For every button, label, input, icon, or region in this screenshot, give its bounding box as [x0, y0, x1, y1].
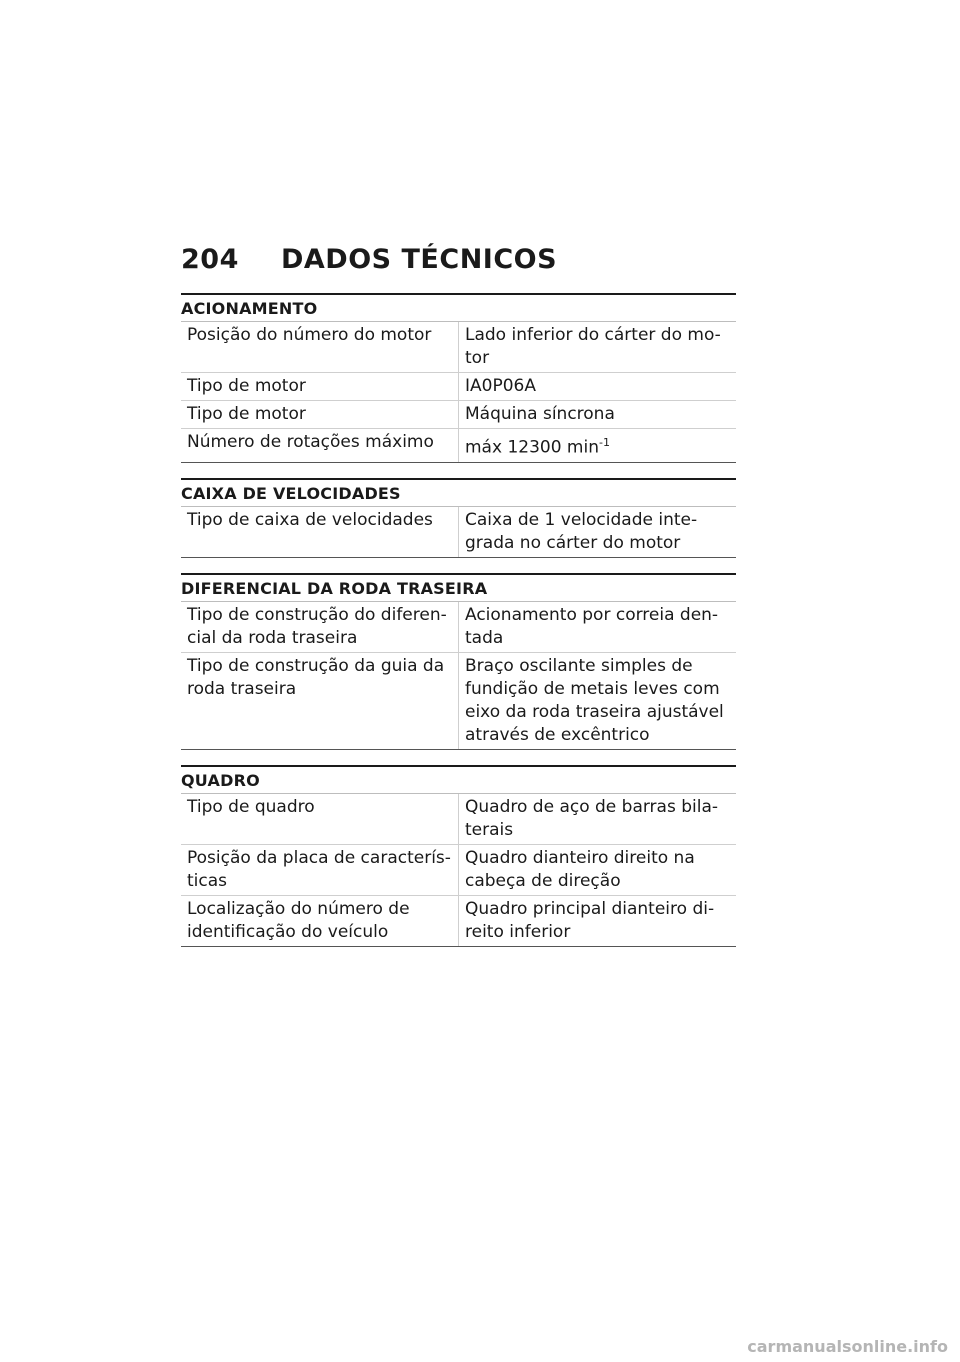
spec-value [459, 794, 737, 845]
spec-value [459, 401, 737, 429]
spec-content [181, 293, 736, 962]
spec-value-text: Quadro dianteiro direito na cabeça de direção [465, 847, 695, 891]
spec-label-text: Tipo de construção do diferen- cial da roda traseira [187, 604, 447, 648]
spec-section [181, 293, 736, 463]
spec-value-text: Acionamento por correia den- tada [465, 604, 719, 648]
spec-section [181, 573, 736, 750]
page-number: 204 [181, 244, 239, 275]
spec-value-text: Máquina síncrona [465, 404, 615, 424]
spec-label-text: Localização do número de identificação do veículo [187, 898, 410, 942]
spec-label [181, 895, 459, 946]
spec-label [181, 602, 459, 653]
section-heading: QUADRO [181, 765, 736, 794]
spec-value [459, 373, 737, 401]
spec-label [181, 373, 459, 401]
table-row [181, 507, 736, 558]
spec-table [181, 322, 736, 463]
spec-section [181, 765, 736, 947]
table-row [181, 373, 736, 401]
spec-label-text: Tipo de motor [187, 376, 306, 396]
table-row [181, 401, 736, 429]
table-row [181, 794, 736, 845]
spec-value-text: Quadro de aço de barras bila- terais [465, 796, 719, 840]
spec-label-text: Tipo de motor [187, 404, 306, 424]
spec-label [181, 322, 459, 373]
spec-value-text: Caixa de 1 velocidade inte- grada no cárter do motor [465, 509, 698, 553]
spec-label [181, 401, 459, 429]
spec-label [181, 652, 459, 749]
spec-value [459, 895, 737, 946]
unit-exponent: -1 [598, 436, 610, 449]
table-row [181, 429, 736, 463]
spec-section [181, 478, 736, 558]
spec-label-text: Tipo de construção da guia da roda traseira [187, 655, 445, 699]
spec-label [181, 507, 459, 558]
spec-label [181, 844, 459, 895]
spec-label [181, 429, 459, 463]
spec-value-text: Lado inferior do cárter do mo- tor [465, 325, 721, 368]
spec-label [181, 794, 459, 845]
spec-label-text: Posição do número do motor [187, 325, 432, 345]
page-title [181, 244, 557, 275]
table-row [181, 602, 736, 653]
section-heading: ACIONAMENTO [181, 293, 736, 322]
watermark: carmanualsonline.info [747, 1337, 948, 1356]
spec-label-text: Número de rotações máximo [187, 432, 434, 452]
spec-table [181, 794, 736, 947]
chapter-title: DADOS TÉCNICOS [281, 244, 558, 275]
spec-table [181, 602, 736, 750]
spec-label-text: Posição da placa de caracterís- ticas [187, 847, 451, 891]
table-row [181, 322, 736, 373]
spec-label-text: Tipo de quadro [187, 796, 315, 817]
spec-value-text: IA0P06A [465, 376, 536, 396]
spec-value [459, 507, 737, 558]
table-row [181, 844, 736, 895]
table-row [181, 895, 736, 946]
section-heading: DIFERENCIAL DA RODA TRASEIRA [181, 573, 736, 602]
spec-value [459, 322, 737, 373]
spec-table [181, 507, 736, 558]
spec-value [459, 844, 737, 895]
spec-value-text: máx 12300 min [465, 437, 599, 458]
section-heading: CAIXA DE VELOCIDADES [181, 478, 736, 507]
spec-label-text: Tipo de caixa de velocidades [187, 509, 433, 530]
spec-value [459, 602, 737, 653]
spec-value-text: Quadro principal dianteiro di- reito inferior [465, 898, 715, 942]
spec-value-text: Braço oscilante simples de fundição de metais leves com eixo da roda traseira ajustável através de excêntrico [465, 655, 724, 745]
spec-value [459, 429, 737, 463]
spec-value [459, 652, 737, 749]
table-row [181, 652, 736, 749]
